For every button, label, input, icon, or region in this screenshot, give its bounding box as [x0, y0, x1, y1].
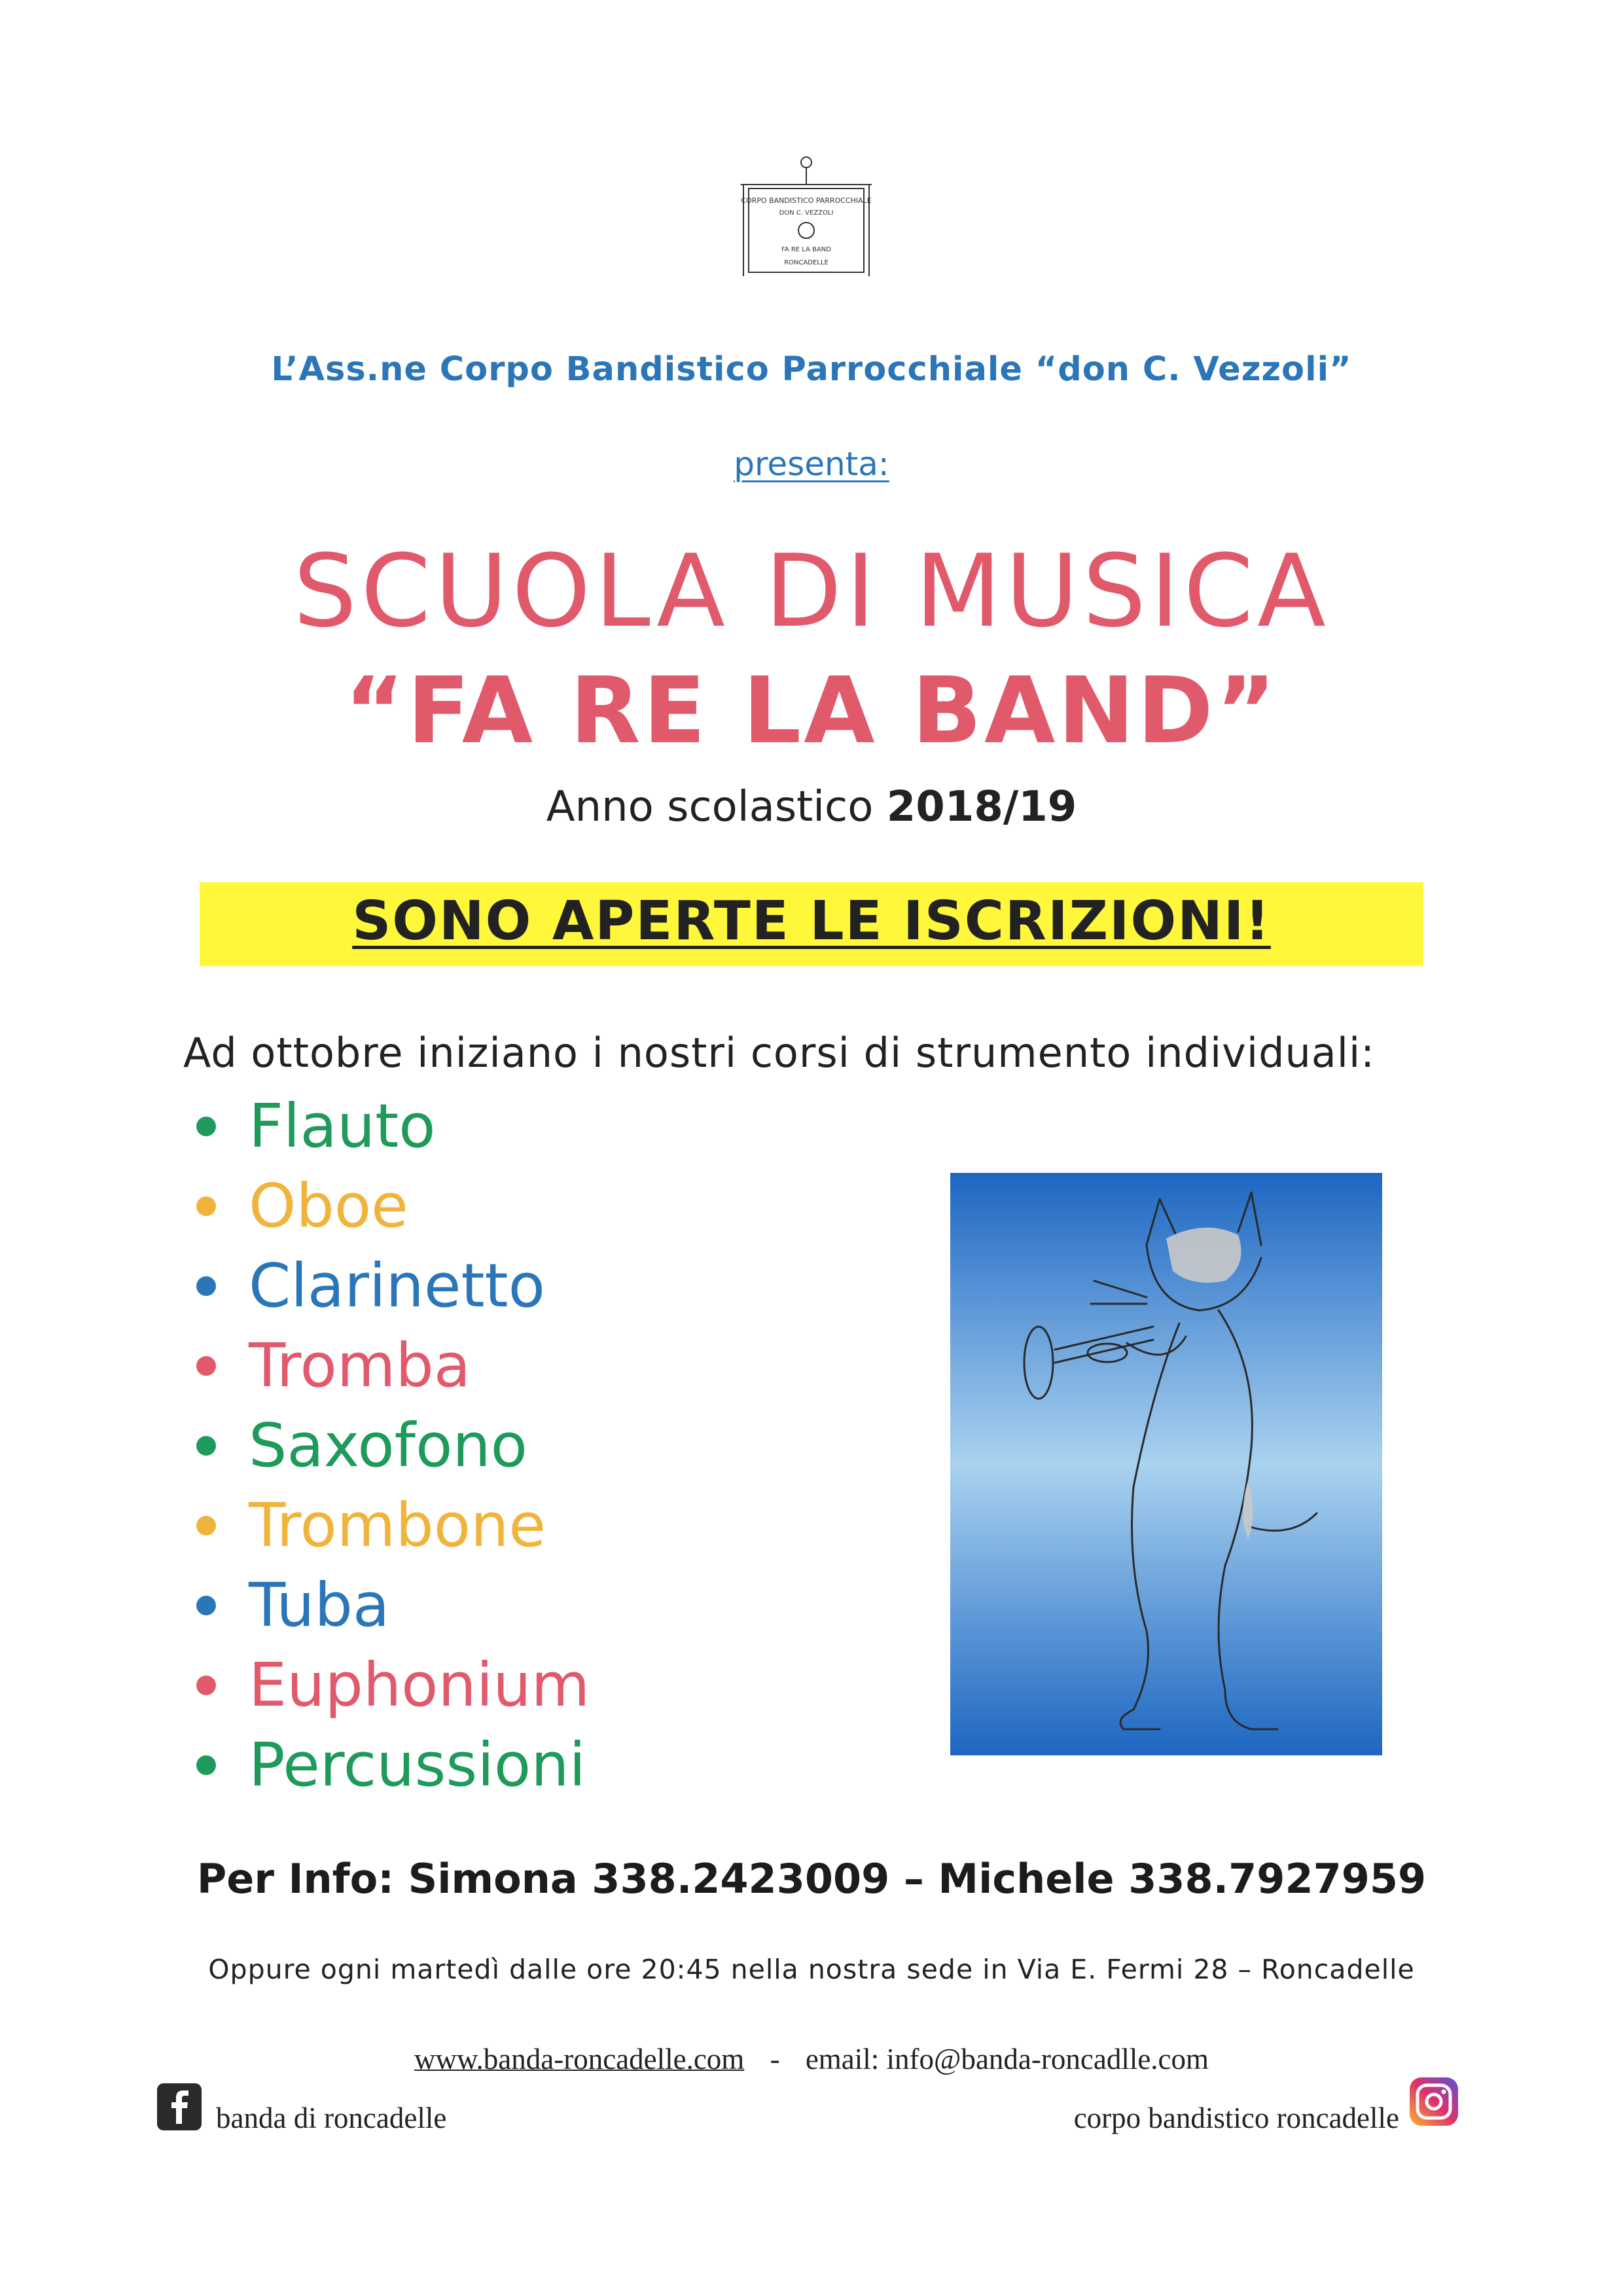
- instrument-name: Percussioni: [249, 1730, 586, 1800]
- association-name: L’Ass.ne Corpo Bandistico Parrocchiale “don C. Vezzoli”: [271, 350, 1352, 389]
- instrument-item: [196, 1406, 916, 1486]
- bullet-icon: [196, 1117, 216, 1136]
- schedule-info: Oppure ogni martedì dalle ore 20:45 nella nostra sede in Via E. Fermi 28 – Roncadelle: [208, 1954, 1415, 1985]
- bullet-icon: [196, 1196, 216, 1216]
- instrument-item: [196, 1486, 916, 1566]
- instagram-icon[interactable]: [1408, 2076, 1459, 2127]
- signup-banner: SONO APERTE LE ISCRIZIONI!: [352, 890, 1271, 952]
- instagram-label[interactable]: corpo bandistico roncadelle: [1073, 2102, 1399, 2134]
- instrument-item: [196, 1086, 916, 1166]
- instrument-name: Clarinetto: [249, 1251, 545, 1321]
- instrument-item: [196, 1645, 916, 1725]
- website-link[interactable]: www.banda-roncadelle.com: [414, 2043, 745, 2075]
- school-year: [0, 783, 1623, 831]
- instrument-item: [196, 1566, 916, 1645]
- instrument-name: Saxofono: [249, 1410, 527, 1480]
- bullet-icon: [196, 1436, 216, 1456]
- logo-line-2: DON C. VEZZOLI: [779, 209, 834, 217]
- email-link[interactable]: email: info@banda-roncadlle.com: [805, 2043, 1209, 2075]
- instrument-item: [196, 1166, 916, 1246]
- footer-separator: -: [770, 2043, 780, 2075]
- instrument-name: Tromba: [249, 1331, 471, 1401]
- page-title: SCUOLA DI MUSICA: [293, 533, 1330, 650]
- instrument-name: Oboe: [249, 1171, 408, 1241]
- facebook-icon[interactable]: [157, 2083, 202, 2130]
- instrument-name: Euphonium: [249, 1650, 590, 1720]
- instrument-name: Tuba: [249, 1570, 390, 1640]
- footer-links: [0, 2042, 1623, 2076]
- contact-info: Per Info: Simona 338.2423009 – Michele 338.7927959: [196, 1855, 1427, 1903]
- bullet-icon: [196, 1596, 216, 1615]
- instrument-name: Flauto: [249, 1091, 436, 1161]
- facebook-label[interactable]: banda di roncadelle: [216, 2102, 447, 2134]
- bullet-icon: [196, 1676, 216, 1695]
- courses-intro: Ad ottobre iniziano i nostri corsi di strumento individuali:: [183, 1029, 1376, 1077]
- bullet-icon: [196, 1276, 216, 1296]
- logo-line-4: RONCADELLE: [784, 259, 829, 266]
- cat-trumpet-illustration: [950, 1173, 1382, 1755]
- band-logo: [728, 152, 885, 280]
- school-year-value: 2018/19: [886, 783, 1077, 831]
- instrument-name: Trombone: [249, 1490, 546, 1560]
- bullet-icon: [196, 1755, 216, 1775]
- bullet-icon: [196, 1356, 216, 1376]
- instrument-item: [196, 1725, 916, 1805]
- school-name: “FA RE LA BAND”: [344, 658, 1279, 764]
- school-year-prefix: Anno scolastico: [546, 783, 874, 831]
- presenta-label: presenta:: [734, 445, 889, 483]
- logo-line-3: FA RE LA BAND: [781, 246, 832, 253]
- instrument-list: [196, 1086, 916, 1805]
- bullet-icon: [196, 1516, 216, 1535]
- logo-line-1: CORPO BANDISTICO PARROCCHIALE: [741, 196, 872, 205]
- instrument-item: [196, 1246, 916, 1326]
- instrument-item: [196, 1326, 916, 1406]
